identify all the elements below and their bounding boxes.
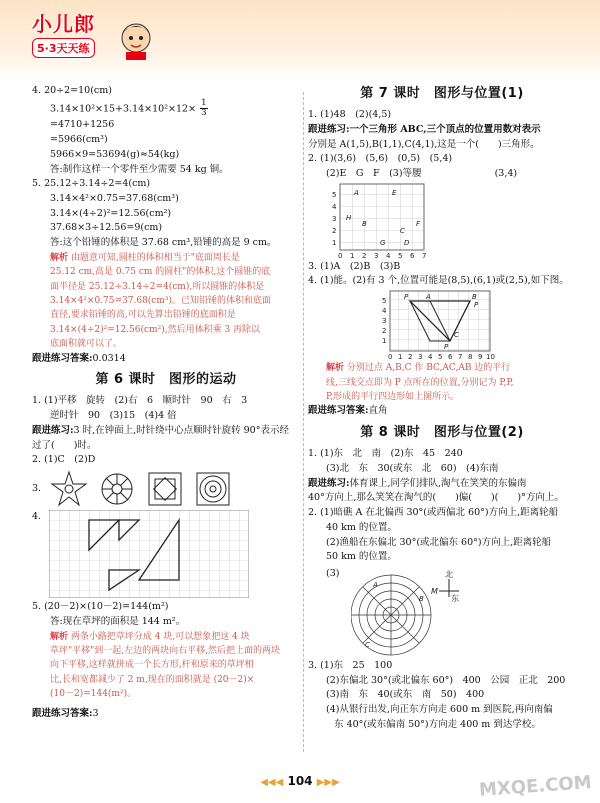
q4-formula: 3.14×10²×15+3.14×10²×12× — [50, 103, 197, 115]
svg-text:2: 2 — [408, 353, 413, 362]
grid-point-C: C — [400, 226, 405, 235]
rotation-figures-row — [32, 470, 300, 508]
svg-text:3: 3 — [332, 214, 337, 223]
grid-point-A: A — [354, 188, 359, 197]
analysis1-line: 面半径是 25.12÷3.14÷2=4(cm),所以圆锥的体积是 — [50, 281, 265, 292]
svg-text:4: 4 — [382, 307, 387, 316]
grid-point-E: E — [392, 188, 397, 197]
page-header — [0, 0, 600, 78]
grid-point-D: D — [404, 238, 410, 247]
sec7-q2b — [308, 167, 576, 182]
followup-answer-4 — [308, 404, 576, 419]
sec8-q2b: 40 km 的位置。 — [326, 521, 397, 533]
followup-text: 体育课上,同学们排队,淘气在笑笑的东偏南 — [349, 477, 527, 489]
svg-text:1: 1 — [382, 337, 387, 346]
analysis-label: 解析 — [50, 252, 69, 263]
fraction-one-third — [200, 99, 207, 119]
svg-text:3: 3 — [382, 317, 387, 326]
followup-answer-3 — [32, 707, 300, 722]
square-pattern-figure — [145, 470, 185, 508]
sec8-q2c: (2)渔船在东偏北 30°(或北偏东 60°)方向上,距离轮船 — [326, 536, 552, 548]
svg-text:8: 8 — [468, 353, 473, 362]
analysis2-line: 比,长和宽都减少了 2 m,现在的面积就是 (20－2)× — [50, 674, 255, 685]
grid-point-H: H — [346, 213, 352, 222]
followup-label: 跟进练习答案: — [308, 405, 369, 417]
q4-line-1: 4. 20÷2=10(cm) — [32, 85, 112, 96]
compass-point-C: C — [365, 640, 371, 649]
star-figure — [49, 470, 89, 508]
svg-text:1: 1 — [398, 353, 403, 362]
q4-line-5: 5966×9=53694(g)≈54(kg) — [50, 148, 180, 160]
svg-text:10: 10 — [486, 353, 495, 362]
svg-text:6: 6 — [410, 251, 415, 260]
sec7-q2b-text: (2)E G F (3)等腰 — [326, 168, 422, 180]
compass-east: 东 — [451, 593, 460, 603]
followup-5 — [308, 477, 576, 492]
compass-point-B: B — [419, 594, 425, 603]
followup-2b: 过了( )时。 — [32, 439, 97, 451]
q5-line-4: 37.68×3÷12.56=9(cm) — [50, 222, 163, 234]
sec8-q3e: 东 40°(或东偏南 50°)方向走 400 m 到达学校。 — [334, 718, 541, 730]
analysis3-line: 线,三线交点即为 P 点所在的位置,分别记为 P,P, — [326, 377, 514, 388]
q4-line-3: =4710+1256 — [50, 119, 115, 131]
fraction-numerator: 1 — [201, 97, 207, 108]
compass-point-A: A — [373, 580, 379, 589]
sec8-q1b: (3)北 东 30(或东 北 60) (4)东南 — [326, 462, 499, 474]
logo-subtitle: 5·3天天练 — [32, 38, 95, 58]
analysis2-line: 两条小路把草坪分成 4 块,可以想象把这 4 块 — [70, 631, 250, 642]
q5-line-3: 3.14×(4÷2)²=12.56(cm²) — [50, 207, 172, 219]
analysis2-line: 向下平移,这样就拼成一个长方形,杆和原来的草坪相 — [50, 660, 254, 671]
sec8-q2: 2. (1)暗礁 A 在北偏西 30°(或西偏北 60°)方向上,距离轮船 — [308, 507, 559, 519]
page-number: 104 — [287, 774, 313, 788]
q4-line-4: =5966(cm³) — [50, 134, 108, 146]
q4-line-6: 答:制作这样一个零件至少需要 54 kg 铜。 — [50, 163, 229, 175]
coordinate-grid-2 — [378, 289, 518, 361]
grid2-point-P3: P — [444, 343, 449, 352]
svg-text:3: 3 — [418, 353, 423, 362]
right-column — [308, 84, 576, 733]
sec6-q5: 5. (20－2)×(10－2)=144(m²) — [32, 601, 169, 613]
q5-line-1: 5. 25.12÷3.14÷2=4(cm) — [32, 178, 151, 190]
followup-label: 跟进练习答案: — [32, 352, 93, 364]
sec6-q4-label: 4. — [32, 511, 42, 523]
svg-text:4: 4 — [332, 202, 337, 211]
sec8-q2-3-label: (3) — [326, 567, 340, 579]
followup-value: 0.0314 — [92, 352, 126, 364]
compass-point-M: M — [431, 586, 439, 596]
q5-line-2: 3.14×4²×0.75=37.68(cm³) — [50, 193, 179, 204]
sec6-q3-label: 3. — [32, 482, 42, 494]
analysis1-line: 直径,要求铅锤的高,可以先算出铅锤的底面积是 — [50, 310, 236, 321]
followup-value: 3 — [92, 708, 99, 720]
followup-label: 跟进练习: — [308, 477, 350, 489]
sec6-q2: 2. (1)C (2)D — [32, 454, 96, 466]
svg-text:5: 5 — [398, 251, 403, 260]
analysis1-line: 25.12 cm,高是 0.75 cm 的圆柱"的体积,这个圆锥的底 — [50, 267, 271, 278]
sec7-q3: 3. (1)A (2)B (3)B — [308, 260, 401, 272]
grid-point-B: B — [362, 219, 367, 228]
sec8-q3b: (2)东偏北 30°(或北偏东 60°) 400 公园 正北 200 — [326, 674, 566, 686]
analysis-block-1 — [32, 251, 300, 352]
prev-page-arrows-icon[interactable]: ◀◀◀ — [260, 777, 284, 788]
svg-text:2: 2 — [332, 226, 337, 235]
followup-label: 跟进练习: — [32, 424, 74, 436]
triangle-grid-figure — [49, 510, 249, 598]
q5-line-5: 答:这个铅锤的体积是 37.68 cm³,铅锤的高是 9 cm。 — [50, 237, 277, 249]
followup-2 — [32, 424, 300, 439]
grid1-label: (3,4) — [494, 168, 518, 180]
sec7-q2: 2. (1)(3,6) (5,6) (0,5) (5,4) — [308, 153, 453, 165]
analysis2-line: 草坪"平移"到一起,左边的两块向右平移,然后把上面的两块 — [50, 645, 281, 656]
analysis-label: 解析 — [50, 631, 69, 642]
target-figure — [193, 470, 233, 508]
svg-text:2: 2 — [382, 327, 387, 336]
analysis-label: 解析 — [326, 363, 345, 374]
grid2-point-A: A — [426, 293, 431, 302]
svg-text:9: 9 — [478, 353, 483, 362]
polar-compass-figure — [351, 567, 461, 657]
sec8-q3: 3. (1)东 25 100 — [308, 659, 393, 671]
analysis2-line: (10－2)=144(m²)。 — [50, 689, 137, 700]
svg-text:0: 0 — [388, 353, 393, 362]
followup-text: 3 时,在钟面上,时针绕中心点顺时针旋转 90°表示经 — [73, 424, 289, 436]
sec6-q1: 1. (1)平移 旋转 (2)右 6 顺时针 90 右 3 — [32, 395, 248, 407]
svg-text:7: 7 — [422, 251, 427, 260]
sec6-q5b: 答:现在草坪的面积是 144 m²。 — [50, 615, 186, 627]
analysis3-line: 分别过点 A,B,C 作 BC,AC,AB 边的平行 — [346, 363, 511, 374]
sec6-q1b: 逆时针 90 (3)15 (4)4 倍 — [50, 410, 177, 422]
sec7-followup: 跟进练习:一个三角形 ABC,三个顶点的位置用数对表示 — [308, 123, 541, 135]
svg-text:2: 2 — [362, 251, 367, 260]
analysis1-line: 由题意可知,圆柱的体积相当于"底面周长是 — [70, 252, 240, 263]
followup-answer-1 — [32, 352, 300, 367]
analysis1-line: 3.14×4²×0.75=37.68(cm³)。已知铅锤的体积和底面 — [50, 296, 272, 307]
translation-grid-row — [32, 510, 300, 598]
sec7-followup-b: 分别是 A(1,5),B(1,1),C(4,1),这是一个( )三角形。 — [308, 138, 540, 150]
sec7-q1: 1. (1)48 (2)(4,5) — [308, 109, 392, 121]
section-6-title: 第 6 课时 图形的运动 — [95, 372, 237, 388]
left-column — [32, 84, 300, 722]
grid2-point-C: C — [454, 331, 459, 340]
svg-text:0: 0 — [338, 251, 343, 260]
analysis1-line: 底面积就可以了。 — [50, 339, 123, 350]
svg-text:7: 7 — [458, 353, 463, 362]
svg-text:4: 4 — [386, 251, 391, 260]
compass-north: 北 — [445, 569, 454, 579]
section-8-title: 第 8 课时 图形与位置(2) — [360, 425, 524, 441]
logo-title: 小儿郎 — [32, 12, 95, 36]
brand-logo — [28, 6, 146, 62]
sec8-q3c: (3)南 东 40(或东 南 50) 400 — [326, 689, 485, 701]
watermark: MXQE.COM — [478, 772, 593, 801]
grid2-point-P2: P — [474, 301, 479, 310]
analysis1-line: 3.14×(4÷2)²=12.56(cm²),然后用体积乘 3 再除以 — [50, 324, 261, 335]
svg-text:3: 3 — [374, 251, 379, 260]
followup-value: 直角 — [368, 405, 388, 417]
followup-5b: 40°方向上,那么笑笑在淘气的( )偏( )( )°方向上。 — [308, 492, 564, 504]
mascot-icon — [116, 16, 156, 60]
fraction-denominator: 3 — [201, 108, 207, 119]
analysis-block-3 — [308, 361, 576, 404]
analysis-block-2 — [32, 630, 300, 702]
wheel-figure — [97, 470, 137, 508]
sec8-q2d: 50 km 的位置。 — [326, 551, 397, 563]
sec8-q1: 1. (1)东 北 南 (2)东 45 240 — [308, 448, 463, 460]
coordinate-grid-1 — [328, 182, 438, 260]
svg-text:1: 1 — [332, 238, 337, 247]
section-7-title: 第 7 课时 图形与位置(1) — [360, 86, 524, 101]
column-divider — [303, 92, 304, 752]
svg-text:4: 4 — [428, 353, 433, 362]
svg-text:1: 1 — [350, 251, 355, 260]
compass-row — [308, 567, 576, 657]
grid2-point-P1: P — [404, 293, 409, 302]
svg-text:5: 5 — [382, 297, 387, 306]
grid-point-G: G — [380, 238, 386, 247]
svg-text:6: 6 — [448, 353, 453, 362]
svg-text:5: 5 — [332, 190, 337, 199]
svg-text:5: 5 — [438, 353, 443, 362]
followup-label: 跟进练习答案: — [32, 708, 93, 720]
analysis3-line: P,形成的平行四边形如上图所示。 — [326, 391, 460, 402]
q4-line-2 — [32, 99, 300, 119]
sec8-q3d: (4)从银行出发,向正东方向走 600 m 到医院,再向南偏 — [326, 704, 553, 716]
next-page-arrows-icon[interactable]: ▶▶▶ — [316, 777, 340, 788]
sec7-q4: 4. (1)能。(2)有 3 个,位置可能是(8,5),(6,1)或(2,5),如下图。 — [308, 275, 569, 287]
grid2-point-B: B — [472, 293, 477, 302]
grid-point-F: F — [416, 219, 421, 228]
